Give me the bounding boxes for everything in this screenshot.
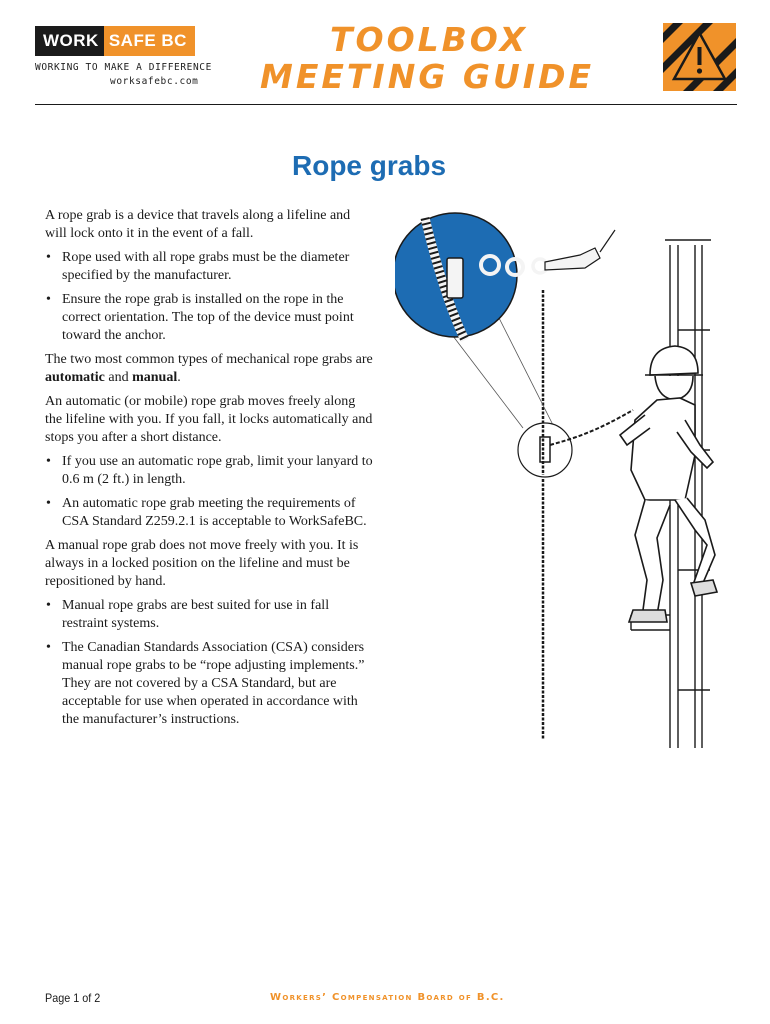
- manual-bullet-list: [45, 597, 375, 729]
- list-item: • If you use an automatic rope grab, limit your lanyard to 0.6 m (2 ft.) in length.: [45, 453, 375, 489]
- automatic-bullet-list: [45, 453, 375, 531]
- header-divider: [35, 104, 737, 105]
- list-item: • An automatic rope grab meeting the requirements of CSA Standard Z259.2.1 is acceptable to WorkSafeBC.: [45, 495, 375, 531]
- list-item: • Rope used with all rope grabs must be the diameter specified by the manufacturer.: [45, 249, 375, 285]
- types-text: The two most common types of mechanical rope grabs are: [45, 352, 373, 367]
- tagline: WORKING TO MAKE A DIFFERENCE: [35, 62, 212, 73]
- automatic-paragraph: An automatic (or mobile) rope grab moves freely along the lifeline with you. If you fall, it locks automatically and stops you after a short distance.: [45, 394, 373, 445]
- logo-work-text: WORK: [35, 26, 104, 56]
- page-number: Page 1 of 2: [45, 991, 101, 1005]
- logo-safe-bc-text: SAFE BC: [104, 26, 195, 56]
- document-body: [45, 207, 375, 735]
- types-text: .: [177, 370, 181, 385]
- list-item: • Ensure the rope grab is installed on the rope in the correct orientation. The top of the device must point toward the anchor.: [45, 291, 375, 345]
- website: worksafebc.com: [110, 76, 199, 87]
- page-title: Rope grabs: [292, 150, 447, 181]
- manual-term: manual: [132, 370, 178, 385]
- types-text: and: [104, 370, 133, 385]
- list-item: • Manual rope grabs are best suited for use in fall restraint systems.: [45, 597, 375, 633]
- footer-organization: Workers’ Compensation Board of B.C.: [270, 992, 505, 1003]
- list-item: • The Canadian Standards Association (CSA) considers manual rope grabs to be “rope adjusting implements.” They are not covered by a CSA Standard, but are acceptable for use when operated in accordance with the manufacturer’s instructions.: [45, 639, 375, 729]
- rope-grab-illustration: [395, 200, 735, 760]
- intro-paragraph: A rope grab is a device that travels along a lifeline and will lock onto it in the event of a fall.: [45, 208, 351, 241]
- manual-paragraph: A manual rope grab does not move freely with you. It is always in a locked position on the lifeline and must be repositioned by hand.: [45, 538, 359, 589]
- guide-title-line-1: TOOLBOX: [330, 20, 529, 59]
- intro-bullet-list: [45, 249, 375, 345]
- types-paragraph: [45, 351, 375, 387]
- hazard-warning-icon: [663, 23, 736, 91]
- guide-title-line-2: MEETING GUIDE: [260, 57, 595, 96]
- worksafebc-logo: [35, 26, 195, 56]
- automatic-term: automatic: [45, 370, 105, 385]
